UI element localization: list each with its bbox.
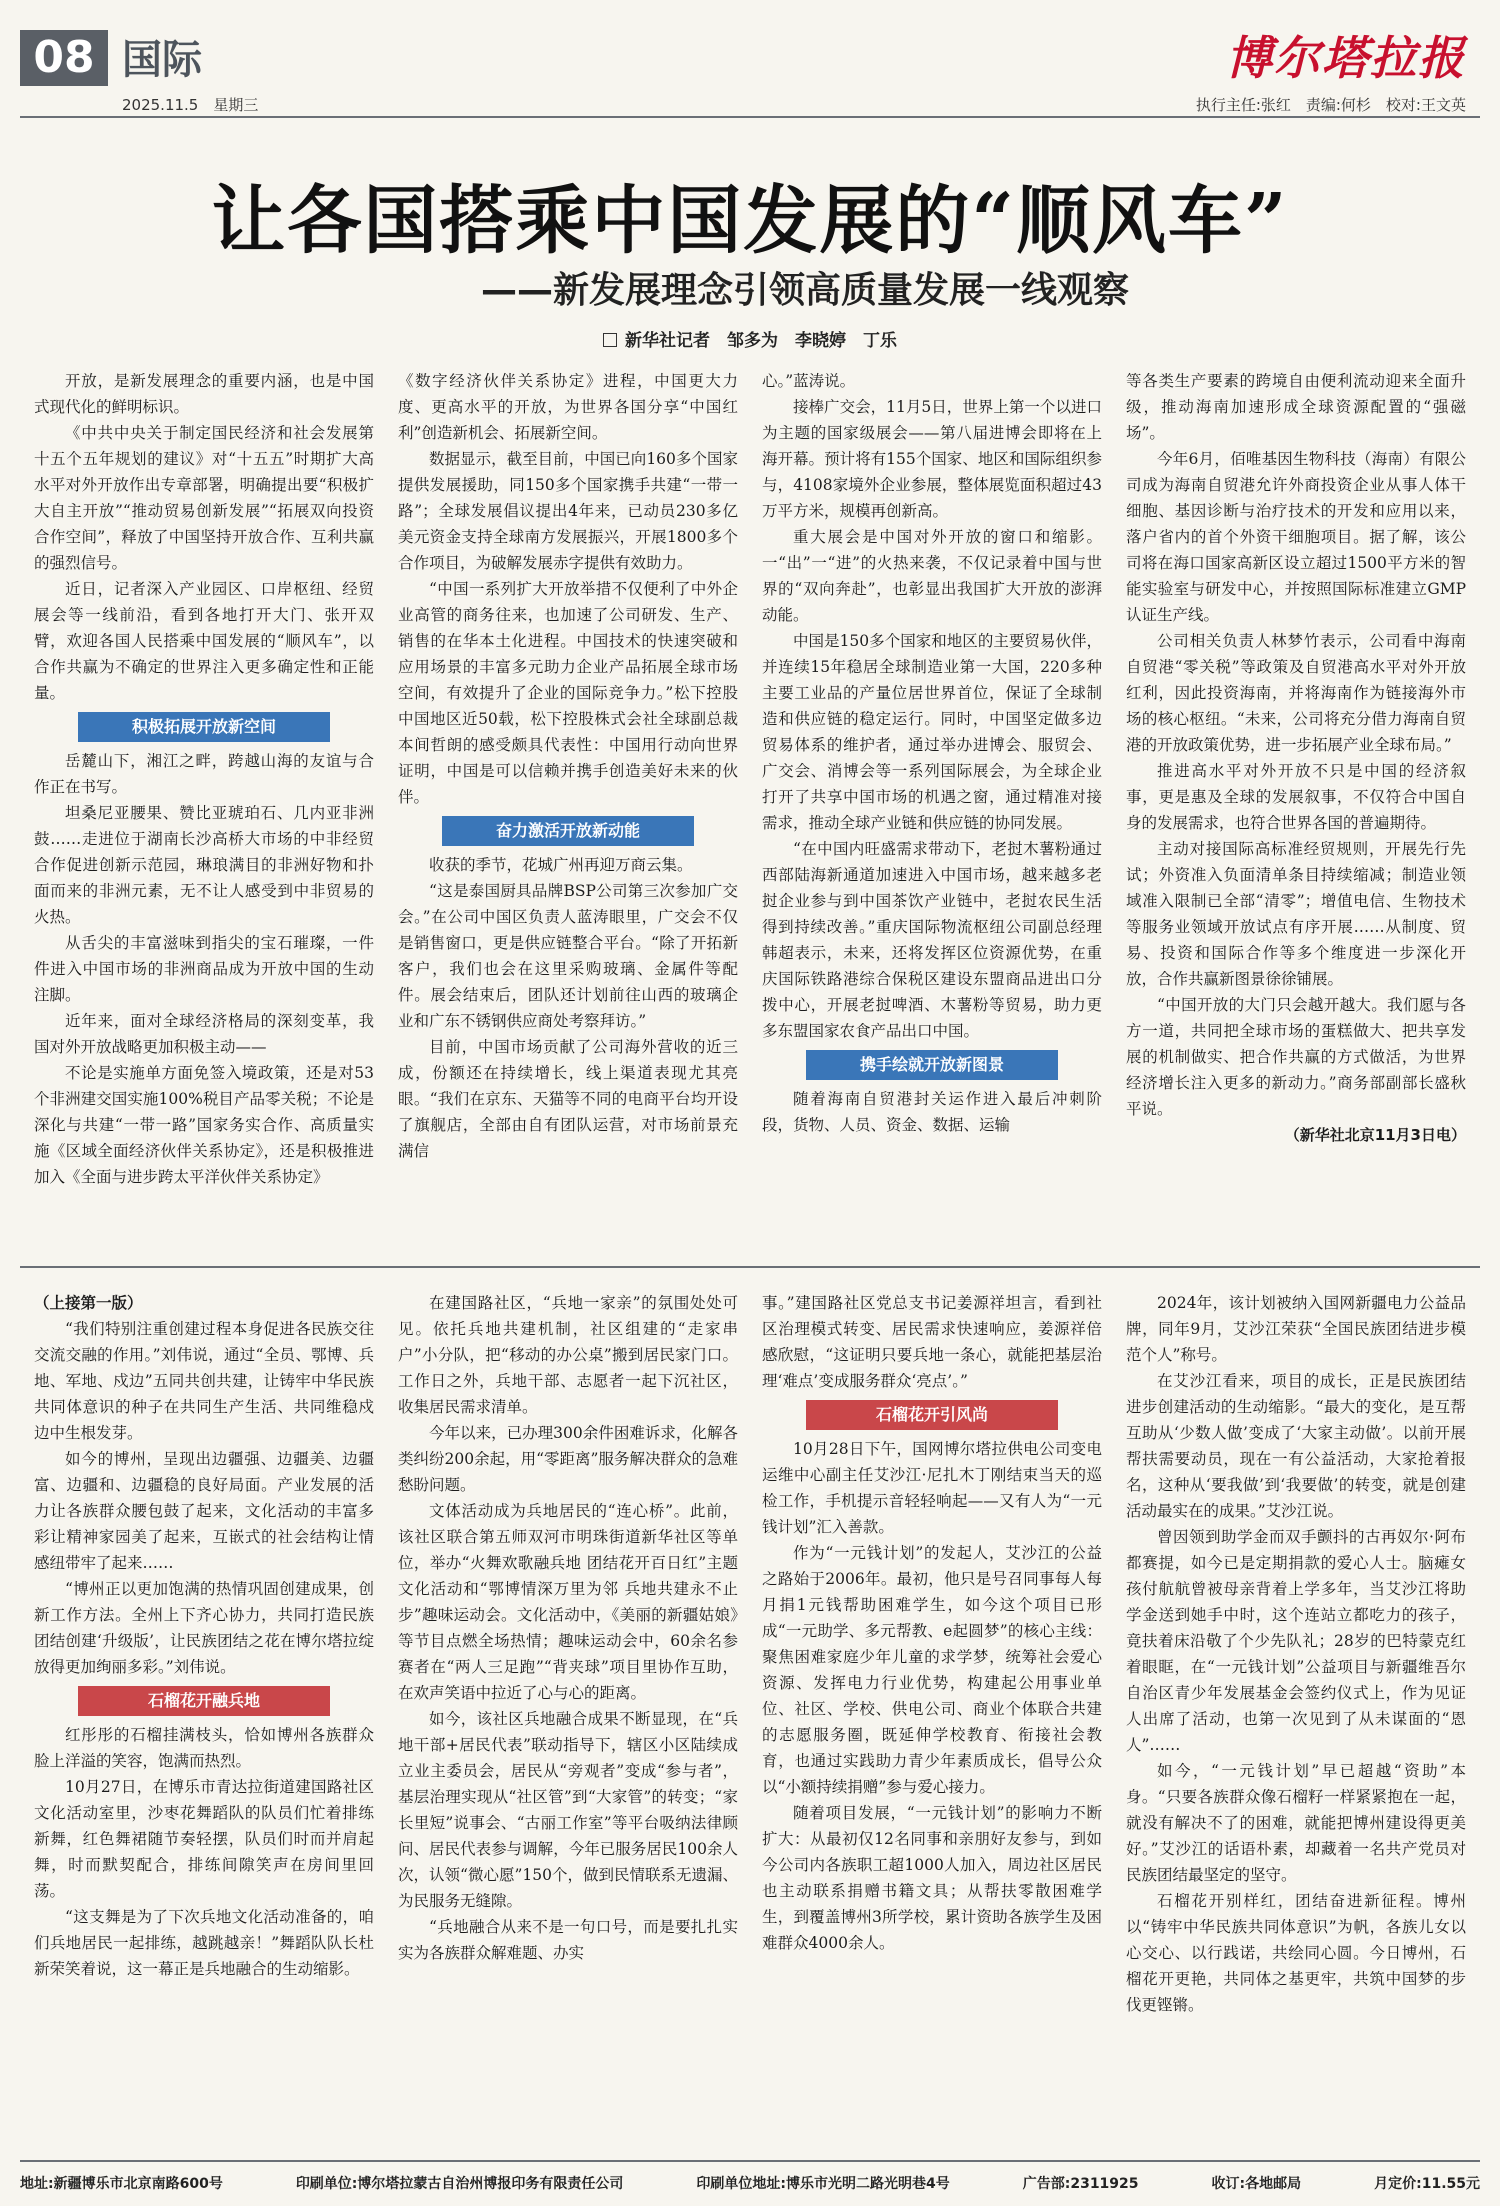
subheading-new-space: 积极拓展开放新空间: [78, 712, 330, 742]
paragraph: “兵地融合从来不是一句口号，而是要扎扎实实为各族群众解难题、办实: [398, 1918, 738, 1962]
paragraph: 公司相关负责人林梦竹表示，公司看中海南自贸港“零关税”等政策及自贸港高水平对外开放红利，因此投资海南，并将海南作为链接海外市场的核心枢纽。“未来，公司将充分借力海南自贸港的开放政策优势，进一步拓展产业全球布局。”: [1126, 632, 1466, 754]
paragraph: 石榴花开别样红，团结奋进新征程。博州以“铸牢中华民族共同体意识”为帆，各族儿女以心交心、以行践诺，共绘同心圆。今日博州，石榴花开更艳，共同体之基更牢，共筑中国梦的步伐更铿锵。: [1126, 1892, 1466, 2014]
byline-text: 新华社记者 邹多为 李晓婷 丁乐: [625, 331, 897, 351]
paragraph: “在中国内旺盛需求带动下，老挝木薯粉通过西部陆海新通道加速进入中国市场，越来越多老挝企业参与到中国茶饮产业链中，老挝农民生活得到持续改善。”重庆国际物流枢纽公司副总经理韩超表示，未来，还将发挥区位资源优势，在重庆国际铁路港综合保税区建设东盟商品进出口分拨中心，开展老挝啤酒、木薯粉等贸易，助力更多东盟国家农食产品出口中国。: [762, 840, 1102, 1040]
page-number: 08: [20, 30, 108, 86]
paragraph: 红彤彤的石榴挂满枝头，恰如博州各族群众脸上洋溢的笑容，饱满而热烈。: [34, 1726, 374, 1770]
paragraph: 如今，该社区兵地融合成果不断显现，在“兵地干部+居民代表”联动指导下，辖区小区陆续成立业主委员会，居民从“旁观者”变成“参与者”，基层治理实现从“社区管”到“大家管”的转变；“家长里短”说事会、“古丽工作室”等平台吸纳法律顾问、居民代表参与调解，今年已服务居民100余人次，认领“微心愿”150个，做到民情联系无遗漏、为民服务无缝隙。: [398, 1710, 738, 1910]
paragraph: 等各类生产要素的跨境自由便利流动迎来全面升级，推动海南加速形成全球资源配置的“强磁场”。: [1126, 372, 1466, 442]
article-headline: 让各国搭乘中国发展的“顺风车”: [211, 178, 1289, 264]
paragraph: 近日，记者深入产业园区、口岸枢纽、经贸展会等一线前沿，看到各地打开大门、张开双臂，欢迎各国人民搭乘中国发展的“顺风车”，以合作共赢为不确定的世界注入更多确定性和正能量。: [34, 580, 374, 702]
paragraph: “这支舞是为了下次兵地文化活动准备的，咱们兵地居民一起排练，越跳越亲！”舞蹈队队长杜新荣笑着说，这一幕正是兵地融合的生动缩影。: [34, 1908, 374, 1978]
footer-printer-address: 印刷单位地址:博乐市光明二路光明巷4号: [696, 2176, 950, 2192]
paragraph: 10月28日下午，国网博尔塔拉供电公司变电运维中心副主任艾沙江·尼扎木丁刚结束当天的巡检工作，手机提示音轻轻响起——又有人为“一元钱计划”汇入善款。: [762, 1440, 1102, 1536]
article-subheadline: ——新发展理念引领高质量发展一线观察: [480, 270, 1129, 311]
subheading-bingtuan-integration: 石榴花开融兵地: [78, 1686, 330, 1716]
article1-column-3: [750, 368, 1114, 1238]
article2-column-2: [386, 1290, 750, 2130]
page-header: [0, 0, 1500, 120]
paragraph: 今年以来，已办理300余件困难诉求，化解各类纠纷200余起，用“零距离”服务解决群众的急难愁盼问题。: [398, 1424, 738, 1494]
page-footer: [20, 2168, 1480, 2198]
footer-price: 月定价:11.55元: [1374, 2176, 1480, 2192]
footer-subscription: 收订:各地邮局: [1211, 2176, 1302, 2192]
header-rule: [20, 116, 1480, 118]
paragraph: 《中共中央关于制定国民经济和社会发展第十五个五年规划的建议》对“十五五”时期扩大高水平对外开放作出专章部署，明确提出要“积极扩大自主开放”“推动贸易创新发展”“拓展双向投资合作空间”，释放了中国坚持开放合作、互利共赢的强烈信号。: [34, 424, 374, 572]
paragraph: 重大展会是中国对外开放的窗口和缩影。一“出”一“进”的火热来袭，不仅记录着中国与世界的“双向奔赴”，也彰显出我国扩大开放的澎湃动能。: [762, 528, 1102, 624]
article-divider: [20, 1266, 1480, 1268]
paragraph: 作为“一元钱计划”的发起人，艾沙江的公益之路始于2006年。最初，他只是号召同事每人每月捐1元钱帮助困难学生，如今这个项目已形成“一元助学、多元帮教、e起圆梦”的核心主线：聚焦困难家庭少年儿童的求学梦，统筹社会爱心资源、发挥电力行业优势，构建起公用事业单位、社区、学校、供电公司、商业个体联合共建的志愿服务圈，既延伸学校教育、衔接社会教育，也通过实践助力青少年素质成长，倡导公众以“小额持续捐赠”参与爱心接力。: [762, 1544, 1102, 1796]
paragraph: 数据显示，截至目前，中国已向160多个国家提供发展援助，同150多个国家携手共建“一带一路”；全球发展倡议提出4年来，已动员230多亿美元资金支持全球南方发展振兴，开展1800多个合作项目，为破解发展赤字提供有效助力。: [398, 450, 738, 572]
paragraph: 10月27日，在博乐市青达拉街道建国路社区文化活动室里，沙枣花舞蹈队的队员们忙着排练新舞，红色舞裙随节奏轻摆，队员们时而并肩起舞，时而默契配合，排练间隙笑声在房间里回荡。: [34, 1778, 374, 1900]
paragraph: “这是泰国厨具品牌BSP公司第三次参加广交会。”在公司中国区负责人蓝涛眼里，广交会不仅是销售窗口，更是供应链整合平台。“除了开拓新客户，我们也会在这里采购玻璃、金属件等配件。展会结束后，团队还计划前往山西的玻璃企业和广东不锈钢供应商处考察拜访。”: [398, 882, 738, 1030]
paragraph: 文体活动成为兵地居民的“连心桥”。此前，该社区联合第五师双河市明珠街道新华社区等单位，举办“火舞欢歌融兵地 团结花开百日红”主题文化活动和“鄂博情深万里为邻 兵地共建永不止步”趣味运动会。文化活动中，《美丽的新疆姑娘》等节目点燃全场热情；趣味运动会中，60余名参赛者在“两人三足跑”“背夹球”项目里协作互助，在欢声笑语中拉近了心与心的距离。: [398, 1502, 738, 1702]
paragraph: 目前，中国市场贡献了公司海外营收的近三成，份额还在持续增长，线上渠道表现尤其亮眼。“我们在京东、天猫等不同的电商平台均开设了旗舰店，全部由自有团队运营，对市场前景充满信: [398, 1038, 738, 1160]
article2-body: [22, 1290, 1478, 2130]
footer-printer: 印刷单位:博尔塔拉蒙古自治州博报印务有限责任公司: [295, 2176, 624, 2192]
paragraph: 在艾沙江看来，项目的成长，正是民族团结进步创建活动的生动缩影。“最大的变化，是互帮互助从‘少数人做’变成了‘大家主动做’。以前开展帮扶需要动员，现在一有公益活动，大家抢着报名，这种从‘要我做’到‘我要做’的转变，就是创建活动最实在的成果。”艾沙江说。: [1126, 1372, 1466, 1520]
issue-date: 2025.11.5 星期三: [122, 96, 259, 114]
paragraph: 开放，是新发展理念的重要内涵，也是中国式现代化的鲜明标识。: [34, 372, 374, 416]
paragraph: 曾因领到助学金而双手颤抖的古再奴尔·阿布都赛提，如今已是定期捐款的爱心人士。脑瘫女孩付航航曾被母亲背着上学多年，当艾沙江将助学金送到她手中时，这个连站立都吃力的孩子，竟扶着床沿敬了个少先队礼；28岁的巴特蒙克红着眼眶，在“一元钱计划”公益项目与新疆维吾尔自治区青少年发展基金会签约仪式上，作为见证人出席了活动，也第一次见到了从未谋面的“恩人”……: [1126, 1528, 1466, 1754]
article2-column-3: [750, 1290, 1114, 2130]
article2-column-1: [22, 1290, 386, 2130]
paragraph: 岳麓山下，湘江之畔，跨越山海的友谊与合作正在书写。: [34, 752, 374, 796]
footer-rule: [20, 2160, 1480, 2162]
footer-ad-phone: 广告部:2311925: [1022, 2176, 1139, 2192]
article2-column-4: [1114, 1290, 1478, 2130]
article-byline: [0, 326, 1500, 351]
paragraph: 从舌尖的丰富滋味到指尖的宝石璀璨，一件件进入中国市场的非洲商品成为开放中国的生动注脚。: [34, 934, 374, 1004]
paragraph: 随着项目发展，“一元钱计划”的影响力不断扩大：从最初仅12名同事和亲朋好友参与，到如今公司内各族职工超1000人加入，周边社区居民也主动联系捐赠书籍文具；从帮扶零散困难学生，到覆盖博州3所学校，累计资助各族学生及困难群众4000余人。: [762, 1804, 1102, 1952]
paragraph: 如今，“一元钱计划”早已超越“资助”本身。“只要各族群众像石榴籽一样紧紧抱在一起，就没有解决不了的困难，就能把博州建设得更美好。”艾沙江的话语朴素，却藏着一名共产党员对民族团结最坚定的坚守。: [1126, 1762, 1466, 1884]
newspaper-masthead: 博尔塔拉报: [1226, 31, 1466, 85]
paragraph: “中国开放的大门只会越开越大。我们愿与各方一道，共同把全球市场的蛋糕做大、把共享发展的机制做实、把合作共赢的方式做活，为世界经济增长注入更多的新动力。”商务部副部长盛秋平说。: [1126, 996, 1466, 1118]
subheading-new-trend: 石榴花开引风尚: [806, 1400, 1058, 1430]
paragraph: 心。”蓝涛说。: [762, 372, 856, 390]
paragraph: 收获的季节，花城广州再迎万商云集。: [429, 856, 693, 874]
subheading-new-momentum: 奋力激活开放新动能: [442, 816, 694, 846]
paragraph: 在建国路社区，“兵地一家亲”的氛围处处可见。依托兵地共建机制，社区组建的“走家串户”小分队，把“移动的办公桌”搬到居民家门口。工作日之外，兵地干部、志愿者一起下沉社区，收集居民需求清单。: [398, 1294, 738, 1416]
paragraph: 2024年，该计划被纳入国网新疆电力公益品牌，同年9月，艾沙江荣获“全国民族团结进步模范个人”称号。: [1126, 1294, 1466, 1364]
article-dateline: （新华社北京11月3日电）: [1284, 1126, 1466, 1144]
article1-column-4: [1114, 368, 1478, 1238]
byline-box-icon: [603, 333, 617, 347]
paragraph: 中国是150多个国家和地区的主要贸易伙伴，并连续15年稳居全球制造业第一大国，220多种主要工业品的产量位居世界首位，保证了全球制造和供应链的稳定运行。同时，中国坚定做多边贸易体系的维护者，通过举办进博会、服贸会、广交会、消博会等一系列国际展会，为全球企业打开了共享中国市场的机遇之窗，通过精准对接需求，推动全球产业链和供应链的协同发展。: [762, 632, 1102, 832]
paragraph: “中国一系列扩大开放举措不仅便利了中外企业高管的商务往来，也加速了公司研发、生产、销售的在华本土化进程。中国技术的快速突破和应用场景的丰富多元助力企业产品拓展全球市场空间，有效提升了企业的国际竞争力。”松下控股中国地区近50载，松下控股株式会社全球副总裁本间哲朗的感受颇具代表性：中国用行动向世界证明，中国是可以信赖并携手创造美好未来的伙伴。: [398, 580, 738, 806]
paragraph: 不论是实施单方面免签入境政策，还是对53个非洲建交国实施100%税目产品零关税；不论是深化与共建“一带一路”国家务实合作、高质量实施《区域全面经济伙伴关系协定》，还是积极推进加入《全面与进步跨太平洋伙伴关系协定》: [34, 1064, 374, 1186]
article1-body: [22, 368, 1478, 1238]
paragraph: “我们特别注重创建过程本身促进各民族交往交流交融的作用。”刘伟说，通过“全员、鄂博、兵地、军地、戍边”五同共创共建，让铸牢中华民族共同体意识的种子在共同生产生活、共同维稳戍边中生根发芽。: [34, 1320, 374, 1442]
paragraph: 接棒广交会，11月5日，世界上第一个以进口为主题的国家级展会——第八届进博会即将在上海开幕。预计将有155个国家、地区和国际组织参与，4108家境外企业参展，整体展览面积超过43万平方米，规模再创新高。: [762, 398, 1102, 520]
paragraph: 随着海南自贸港封关运作进入最后冲刺阶段，货物、人员、资金、数据、运输: [762, 1090, 1102, 1134]
section-title: 国际: [122, 37, 202, 83]
paragraph: 事。”建国路社区党总支书记姜源祥坦言，看到社区治理模式转变、居民需求快速响应，姜源祥倍感欣慰，“这证明只要兵地一条心，就能把基层治理‘难点’变成服务群众‘亮点’。”: [762, 1294, 1102, 1390]
paragraph: 近年来，面对全球经济格局的深刻变革，我国对外开放战略更加积极主动——: [34, 1012, 374, 1056]
editor-credits: 执行主任:张红 责编:何杉 校对:王文英: [1195, 96, 1466, 114]
paragraph: 坦桑尼亚腰果、赞比亚琥珀石、几内亚非洲鼓……走进位于湖南长沙高桥大市场的中非经贸合作促进创新示范园，琳琅满目的非洲好物和扑面而来的非洲元素，无不让人感受到中非贸易的火热。: [34, 804, 374, 926]
continuation-note: （上接第一版）: [34, 1294, 143, 1312]
paragraph: 如今的博州，呈现出边疆强、边疆美、边疆富、边疆和、边疆稳的良好局面。产业发展的活力让各族群众腰包鼓了起来，文化活动的丰富多彩让精神家园美了起来，互嵌式的社会结构让情感纽带牢了起来……: [34, 1450, 374, 1572]
paragraph: 推进高水平对外开放不只是中国的经济叙事，更是惠及全球的发展叙事，不仅符合中国自身的发展需求，也符合世界各国的普遍期待。: [1126, 762, 1466, 832]
paragraph: “博州正以更加饱满的热情巩固创建成果，创新工作方法。全州上下齐心协力，共同打造民族团结创建‘升级版’，让民族团结之花在博尔塔拉绽放得更加绚丽多彩。”刘伟说。: [34, 1580, 374, 1676]
article1-column-2: [386, 368, 750, 1238]
subheading-new-picture: 携手绘就开放新图景: [806, 1050, 1058, 1080]
paragraph: 今年6月，佰唯基因生物科技（海南）有限公司成为海南自贸港允许外商投资企业从事人体干细胞、基因诊断与治疗技术的开发和应用以来，落户省内的首个外资干细胞项目。据了解，该公司将在海口国家高新区设立超过1500平方米的智能实验室与研发中心，并按照国际标准建立GMP认证生产线。: [1126, 450, 1466, 624]
article1-column-1: [22, 368, 386, 1238]
paragraph: 《数字经济伙伴关系协定》进程，中国更大力度、更高水平的开放，为世界各国分享“中国红利”创造新机会、拓展新空间。: [398, 372, 738, 442]
paragraph: 主动对接国际高标准经贸规则，开展先行先试；外资准入负面清单条目持续缩减；制造业领域准入限制已全部“清零”；增值电信、生物技术等服务业领域开放试点有序开展……从制度、贸易、投资和国际合作等多个维度进一步深化开放，合作共赢新图景徐徐铺展。: [1126, 840, 1466, 988]
footer-address: 地址:新疆博乐市北京南路600号: [20, 2176, 223, 2192]
